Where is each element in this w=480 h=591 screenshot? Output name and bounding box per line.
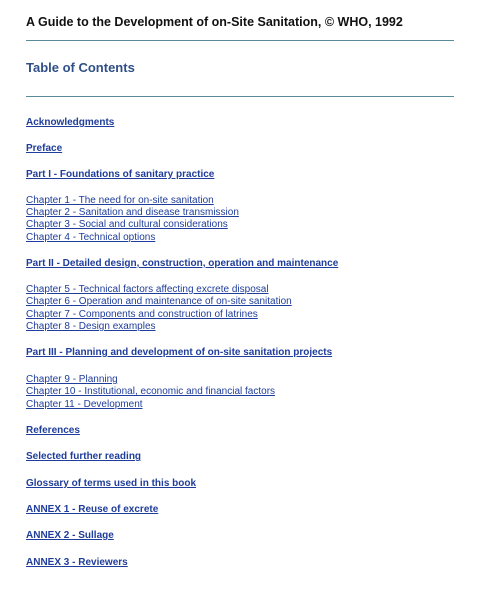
toc-link-part-2[interactable]: Part II - Detailed design, construction, operation and maintenance	[26, 258, 339, 269]
document-title: A Guide to the Development of on-Site Sanitation, © WHO, 1992	[26, 15, 403, 29]
toc-link-chapter-11[interactable]: Chapter 11 - Development	[26, 399, 143, 410]
header-divider	[26, 40, 454, 41]
toc-link-chapter-4[interactable]: Chapter 4 - Technical options	[26, 232, 156, 243]
toc-link-chapter-2[interactable]: Chapter 2 - Sanitation and disease transmission	[26, 207, 239, 218]
toc-divider	[26, 96, 454, 97]
toc-link-preface[interactable]: Preface	[26, 143, 63, 154]
toc-link-glossary[interactable]: Glossary of terms used in this book	[26, 478, 197, 489]
toc-link-chapter-1[interactable]: Chapter 1 - The need for on-site sanitation	[26, 195, 214, 206]
toc-link-references[interactable]: References	[26, 425, 80, 436]
toc-link-acknowledgments[interactable]: Acknowledgments	[26, 117, 115, 128]
toc-link-chapter-5[interactable]: Chapter 5 - Technical factors affecting excrete disposal	[26, 284, 269, 295]
toc-link-further-reading[interactable]: Selected further reading	[26, 451, 142, 462]
toc-link-chapter-3[interactable]: Chapter 3 - Social and cultural considerations	[26, 219, 228, 230]
toc-heading: Table of Contents	[26, 60, 135, 75]
toc-link-part-3[interactable]: Part III - Planning and development of on-site sanitation projects	[26, 347, 333, 358]
toc-link-chapter-7[interactable]: Chapter 7 - Components and construction of latrines	[26, 309, 258, 320]
toc-link-annex-3[interactable]: ANNEX 3 - Reviewers	[26, 557, 128, 568]
toc-link-chapter-10[interactable]: Chapter 10 - Institutional, economic and financial factors	[26, 386, 276, 397]
toc-link-chapter-6[interactable]: Chapter 6 - Operation and maintenance of on-site sanitation	[26, 296, 292, 307]
toc-link-chapter-8[interactable]: Chapter 8 - Design examples	[26, 321, 156, 332]
toc-link-annex-1[interactable]: ANNEX 1 - Reuse of excrete	[26, 504, 159, 515]
toc-link-chapter-9[interactable]: Chapter 9 - Planning	[26, 374, 118, 385]
toc-link-annex-2[interactable]: ANNEX 2 - Sullage	[26, 530, 114, 541]
toc-link-part-1[interactable]: Part I - Foundations of sanitary practice	[26, 169, 215, 180]
